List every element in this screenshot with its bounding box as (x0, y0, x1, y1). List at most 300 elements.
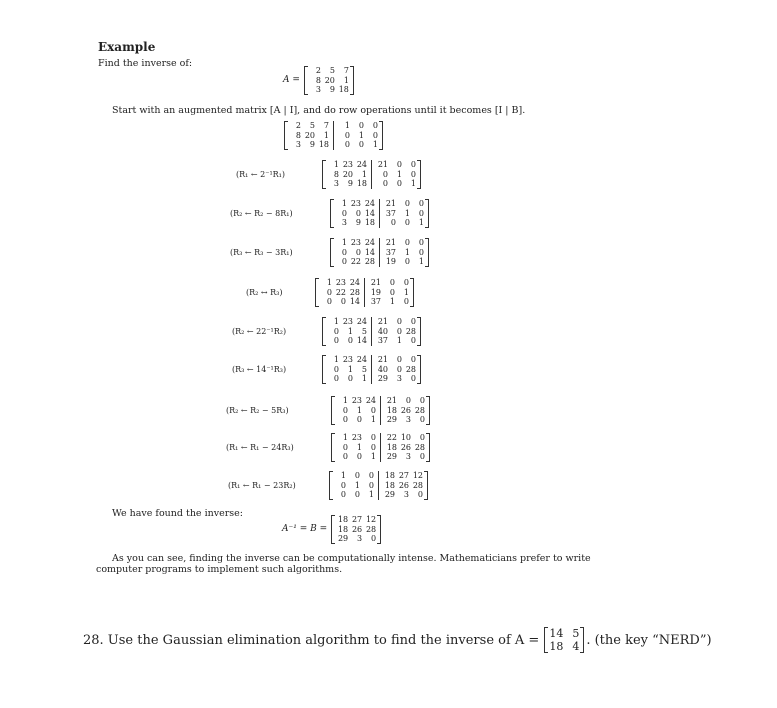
matrix-row (326, 170, 368, 180)
matrix-cell: 9 (309, 140, 315, 149)
matrix-cell: 1 (368, 490, 374, 499)
matrix-cell: 2 (295, 121, 301, 130)
matrix-cell: 37 (377, 336, 388, 345)
step-matrix (331, 396, 430, 425)
instruction-text: Start with an augmented matrix [A | I], and do row operations until it becomes [I | B]. (112, 105, 526, 116)
matrix-row (375, 365, 417, 375)
matrix-cell: 0 (333, 374, 339, 383)
matrix-cell: 0 (419, 433, 425, 442)
matrix-cell: 0 (370, 442, 376, 452)
matrix-cell: 14 (349, 297, 360, 306)
step-label: (R₂ ← R₂ − 8R₁) (230, 208, 293, 218)
step-label: (R₁ ← R₁ − 24R₃) (226, 442, 294, 452)
matrix-row (308, 76, 350, 86)
matrix-cell: 0 (344, 140, 350, 149)
matrix-cell: 0 (382, 179, 388, 188)
matrix-a-entries (308, 66, 350, 95)
matrix-cell: 24 (364, 199, 375, 208)
matrix-cell: 2 (315, 66, 321, 75)
matrix-cell: 0 (344, 130, 350, 140)
matrix-cell: 0 (356, 452, 362, 461)
matrix-cell: 3 (405, 415, 411, 424)
step-matrix-right (371, 160, 417, 189)
matrix-cell: 5 (309, 121, 315, 130)
step-7 (226, 396, 432, 425)
step-matrix (330, 199, 429, 228)
step-5 (232, 317, 423, 346)
matrix-row (384, 452, 426, 462)
matrix-cell: 0 (410, 336, 416, 345)
matrix-cell: 22 (386, 433, 397, 442)
matrix-cell: 0 (404, 257, 410, 266)
matrix-row (337, 121, 379, 131)
matrix-cell: 1 (341, 238, 347, 247)
matrix-cell: 0 (418, 199, 424, 208)
matrix-cell: 14 (549, 627, 564, 640)
inverse-equation (282, 515, 383, 544)
matrix-cell: 0 (341, 257, 347, 266)
matrix-cell: 28 (412, 480, 423, 490)
matrix-cell: 27 (398, 471, 409, 480)
matrix-row (384, 406, 426, 416)
step-matrix-right (378, 471, 424, 500)
matrix-cell: 0 (368, 480, 374, 490)
matrix-cell: 12 (365, 515, 377, 524)
matrix-row (384, 396, 426, 406)
step-matrix-right (371, 355, 417, 384)
matrix-row (375, 355, 417, 365)
matrix-cell: 19 (370, 287, 381, 297)
matrix-row (334, 218, 376, 228)
matrix-cell: 1 (370, 415, 376, 424)
augmented-matrix (282, 121, 385, 150)
matrix-cell: 9 (355, 218, 361, 227)
matrix-row (383, 218, 425, 228)
matrix-cell: 21 (377, 317, 388, 326)
matrix-row (333, 471, 375, 481)
matrix-cell: 0 (347, 374, 353, 383)
matrix-cell: 1 (403, 287, 409, 297)
step-label: (R₂ ← 22⁻¹R₂) (232, 326, 287, 336)
matrix-cell: 1 (343, 75, 349, 85)
step-matrix-right (379, 199, 425, 228)
matrix-cell: 1 (356, 442, 362, 452)
matrix-cell: 1 (342, 433, 348, 442)
matrix-cell: 0 (326, 297, 332, 306)
step-1 (236, 160, 423, 189)
matrix-cell: 18 (364, 218, 375, 227)
matrix-cell: 0 (419, 452, 425, 461)
matrix-row (319, 278, 361, 288)
matrix-cell: 0 (404, 238, 410, 247)
matrix-row (548, 640, 580, 653)
matrix-cell: 1 (370, 452, 376, 461)
matrix-cell: 29 (386, 452, 397, 461)
matrix-cell: 23 (351, 396, 362, 405)
matrix-row (288, 140, 330, 150)
matrix-cell: 1 (333, 317, 339, 326)
matrix-cell: 1 (344, 121, 350, 130)
matrix-cell: 28 (365, 524, 377, 534)
matrix-cell: 26 (351, 524, 363, 534)
matrix-row (375, 317, 417, 327)
matrix-row (375, 374, 417, 384)
step-label: (R₂ ↔ R₃) (246, 287, 283, 297)
matrix-cell: 0 (418, 208, 424, 218)
matrix-cell: 1 (323, 130, 329, 140)
matrix-cell: 24 (364, 238, 375, 247)
matrix-cell: 26 (400, 442, 411, 452)
matrix-row (384, 415, 426, 425)
inverse-entries (335, 515, 377, 544)
matrix-cell: 21 (386, 396, 397, 405)
matrix-cell: 0 (419, 415, 425, 424)
matrix-cell: 23 (335, 278, 346, 287)
matrix-cell: 24 (349, 278, 360, 287)
inverse-label: A⁻¹ = B = (282, 524, 328, 535)
step-matrix-right (379, 238, 425, 267)
matrix-cell: 23 (350, 199, 361, 208)
matrix-cell: 18 (337, 524, 349, 534)
matrix-cell: 0 (358, 121, 364, 130)
step-matrix-left (335, 396, 377, 425)
matrix-cell: 0 (354, 490, 360, 499)
matrix-row (326, 179, 368, 189)
matrix-cell: 1 (396, 169, 402, 179)
matrix-row (337, 131, 379, 141)
matrix-cell: 14 (364, 247, 375, 257)
matrix-cell: 8 (333, 169, 339, 179)
augmented-left (288, 121, 330, 150)
matrix-row (383, 199, 425, 209)
matrix-cell: 23 (342, 355, 353, 364)
matrix-cell: 1 (361, 374, 367, 383)
matrix-cell: 0 (370, 433, 376, 442)
matrix-cell: 1 (356, 405, 362, 415)
matrix-row (375, 336, 417, 346)
matrix-cell: 0 (403, 278, 409, 287)
matrix-cell: 20 (342, 169, 353, 179)
matrix-row (326, 160, 368, 170)
closing-line-1: As you can see, finding the inverse can be computationally intense. Mathematicians prefer to write (112, 553, 591, 564)
matrix-cell: 7 (323, 121, 329, 130)
matrix-cell: 0 (341, 208, 347, 218)
example-prompt: Find the inverse of: (98, 58, 193, 69)
matrix-row (308, 66, 350, 76)
matrix-cell: 18 (337, 515, 349, 524)
matrix-cell: 0 (372, 121, 378, 130)
matrix-cell: 1 (333, 355, 339, 364)
step-matrix (329, 471, 428, 500)
matrix-cell: 26 (400, 405, 411, 415)
matrix-row (383, 257, 425, 267)
matrix-cell: 1 (358, 130, 364, 140)
matrix-row (335, 452, 377, 462)
matrix-cell: 0 (333, 336, 339, 345)
matrix-row (383, 238, 425, 248)
problem-suffix: . (the key “NERD”) (586, 632, 712, 648)
matrix-row (326, 374, 368, 384)
step-label: (R₃ ← 14⁻¹R₃) (232, 364, 287, 374)
matrix-cell: 20 (324, 75, 335, 85)
matrix-cell: 23 (350, 238, 361, 247)
step-label: (R₁ ← R₁ − 23R₂) (228, 480, 296, 490)
matrix-cell: 24 (356, 160, 367, 169)
matrix-cell: 21 (377, 160, 388, 169)
matrix-row (382, 471, 424, 481)
matrix-cell: 28 (414, 442, 425, 452)
matrix-cell: 18 (338, 85, 349, 94)
matrix-cell: 1 (354, 480, 360, 490)
matrix-row (326, 317, 368, 327)
matrix-row (326, 355, 368, 365)
matrix-cell: 0 (410, 160, 416, 169)
matrix-cell: 3 (333, 179, 339, 188)
matrix-cell: 37 (385, 247, 396, 257)
matrix-cell: 5 (329, 66, 335, 75)
matrix-cell: 18 (386, 442, 397, 452)
matrix-cell: 19 (385, 257, 396, 266)
step-matrix-right (364, 278, 410, 307)
matrix-cell: 28 (349, 287, 360, 297)
matrix-a-equation (283, 66, 356, 95)
matrix-row (333, 481, 375, 491)
matrix-cell: 28 (414, 405, 425, 415)
matrix-cell: 29 (386, 415, 397, 424)
matrix-cell: 40 (377, 326, 388, 336)
matrix-row (383, 248, 425, 258)
matrix-cell: 12 (412, 471, 423, 480)
matrix-row (326, 327, 368, 337)
matrix-cell: 5 (361, 326, 367, 336)
example-heading: Example (98, 40, 156, 54)
matrix-cell: 0 (390, 218, 396, 227)
matrix-cell: 37 (370, 297, 381, 306)
matrix-cell: 18 (318, 140, 329, 149)
matrix-row (548, 627, 580, 640)
matrix-cell: 0 (396, 160, 402, 169)
step-8 (226, 433, 432, 462)
augmented-right (333, 121, 379, 150)
matrix-cell: 29 (377, 374, 388, 383)
matrix-cell: 0 (382, 169, 388, 179)
closing-line-2: computer programs to implement such algorithms. (96, 564, 343, 575)
matrix-row (335, 406, 377, 416)
matrix-row (382, 490, 424, 500)
matrix-cell: 1 (404, 247, 410, 257)
matrix-cell: 9 (329, 85, 335, 94)
matrix-cell: 1 (342, 396, 348, 405)
matrix-cell: 0 (340, 490, 346, 499)
step-matrix (330, 238, 429, 267)
problem-text: 28. Use the Gaussian elimination algorithm to find the inverse of A = (83, 632, 540, 648)
matrix-row (368, 288, 410, 298)
matrix-cell: 1 (347, 326, 353, 336)
step-matrix (331, 433, 430, 462)
step-9 (228, 471, 430, 500)
matrix-row (375, 179, 417, 189)
matrix-cell: 0 (340, 297, 346, 306)
matrix-cell: 0 (404, 199, 410, 208)
matrix-cell: 1 (361, 169, 367, 179)
step-matrix (322, 355, 421, 384)
matrix-cell: 24 (356, 317, 367, 326)
matrix-cell: 0 (358, 140, 364, 149)
matrix-cell: 18 (384, 471, 395, 480)
step-matrix (322, 317, 421, 346)
matrix-cell: 0 (342, 452, 348, 461)
matrix-cell: 29 (337, 534, 349, 543)
matrix-cell: 23 (342, 160, 353, 169)
matrix-cell: 18 (356, 179, 367, 188)
matrix-cell: 8 (295, 130, 301, 140)
matrix-cell: 22 (350, 257, 361, 266)
matrix-cell: 0 (403, 297, 409, 306)
step-3 (230, 238, 431, 267)
matrix-cell: 1 (396, 336, 402, 345)
matrix-cell: 3 (295, 140, 301, 149)
matrix-cell: 0 (418, 247, 424, 257)
matrix-cell: 7 (343, 66, 349, 75)
matrix-row (375, 327, 417, 337)
matrix-cell: 9 (347, 179, 353, 188)
matrix-cell: 26 (398, 480, 409, 490)
step-matrix (322, 160, 421, 189)
matrix-cell: 0 (396, 364, 402, 374)
step-matrix (315, 278, 414, 307)
matrix-cell: 0 (389, 287, 395, 297)
matrix-row (308, 85, 350, 95)
step-matrix-right (380, 396, 426, 425)
found-text: We have found the inverse: (112, 508, 243, 519)
matrix-row (288, 131, 330, 141)
matrix-cell: 3 (315, 85, 321, 94)
matrix-cell: 5 (361, 364, 367, 374)
matrix-row (334, 238, 376, 248)
matrix-cell: 3 (341, 218, 347, 227)
step-matrix-left (326, 355, 368, 384)
matrix-row (384, 443, 426, 453)
matrix-row (326, 336, 368, 346)
matrix-cell: 0 (333, 326, 339, 336)
matrix-cell: 0 (342, 442, 348, 452)
matrix-row (335, 396, 377, 406)
matrix-row (334, 257, 376, 267)
matrix-cell: 0 (347, 336, 353, 345)
matrix-row (375, 160, 417, 170)
matrix-row (382, 481, 424, 491)
step-matrix-left (333, 471, 375, 500)
inverse-matrix (331, 515, 381, 544)
matrix-cell: 0 (410, 355, 416, 364)
matrix-row (368, 278, 410, 288)
matrix-cell: 0 (389, 278, 395, 287)
matrix-cell: 1 (341, 199, 347, 208)
matrix-cell: 21 (377, 355, 388, 364)
matrix-cell: 0 (404, 218, 410, 227)
matrix-cell: 0 (410, 317, 416, 326)
matrix-cell: 29 (384, 490, 395, 499)
matrix-cell: 0 (342, 415, 348, 424)
step-4 (246, 278, 416, 307)
matrix-cell: 10 (400, 433, 411, 442)
matrix-cell: 0 (410, 374, 416, 383)
step-label: (R₂ ← R₂ − 5R₃) (226, 405, 289, 415)
matrix-cell: 0 (356, 415, 362, 424)
matrix-cell: 3 (396, 374, 402, 383)
matrix-cell: 0 (396, 355, 402, 364)
problem-matrix (544, 627, 584, 653)
matrix-cell: 0 (372, 130, 378, 140)
matrix-cell: 18 (386, 405, 397, 415)
matrix-row (335, 443, 377, 453)
matrix-cell: 23 (351, 433, 362, 442)
matrix-row (383, 209, 425, 219)
matrix-cell: 14 (356, 336, 367, 345)
matrix-cell: 23 (342, 317, 353, 326)
matrix-cell: 20 (304, 130, 315, 140)
matrix-cell: 8 (315, 75, 321, 85)
matrix-cell: 14 (364, 208, 375, 218)
matrix-a-label: A = (283, 75, 300, 86)
matrix-cell: 28 (405, 326, 416, 336)
matrix-cell: 0 (340, 480, 346, 490)
matrix-cell: 1 (389, 297, 395, 306)
matrix-row (319, 288, 361, 298)
step-matrix-right (380, 433, 426, 462)
matrix-cell: 21 (370, 278, 381, 287)
matrix-cell: 28 (405, 364, 416, 374)
matrix-cell: 0 (368, 471, 374, 480)
matrix-row (337, 140, 379, 150)
matrix-cell: 21 (385, 199, 396, 208)
matrix-cell: 0 (418, 238, 424, 247)
matrix-cell: 22 (335, 287, 346, 297)
matrix-cell: 3 (403, 490, 409, 499)
matrix-cell: 0 (410, 169, 416, 179)
matrix-cell: 28 (364, 257, 375, 266)
step-matrix-right (371, 317, 417, 346)
problem-28 (83, 627, 712, 653)
matrix-row (334, 248, 376, 258)
matrix-a (304, 66, 354, 95)
matrix-cell: 0 (417, 490, 423, 499)
step-matrix-left (334, 199, 376, 228)
matrix-row (334, 209, 376, 219)
matrix-cell: 0 (371, 534, 377, 543)
matrix-row (368, 297, 410, 307)
matrix-row (319, 297, 361, 307)
matrix-cell: 0 (396, 179, 402, 188)
matrix-cell: 0 (396, 326, 402, 336)
matrix-row (335, 525, 377, 535)
matrix-row (326, 365, 368, 375)
matrix-cell: 5 (572, 627, 580, 640)
step-label: (R₁ ← 2⁻¹R₁) (236, 169, 286, 179)
matrix-row (335, 415, 377, 425)
matrix-cell: 0 (355, 247, 361, 257)
matrix-cell: 0 (354, 471, 360, 480)
matrix-row (335, 534, 377, 544)
matrix-cell: 1 (326, 278, 332, 287)
step-matrix-left (335, 433, 377, 462)
step-matrix-left (326, 160, 368, 189)
matrix-cell: 27 (351, 515, 363, 524)
matrix-cell: 0 (419, 396, 425, 405)
matrix-row (375, 170, 417, 180)
matrix-row (333, 490, 375, 500)
matrix-cell: 21 (385, 238, 396, 247)
